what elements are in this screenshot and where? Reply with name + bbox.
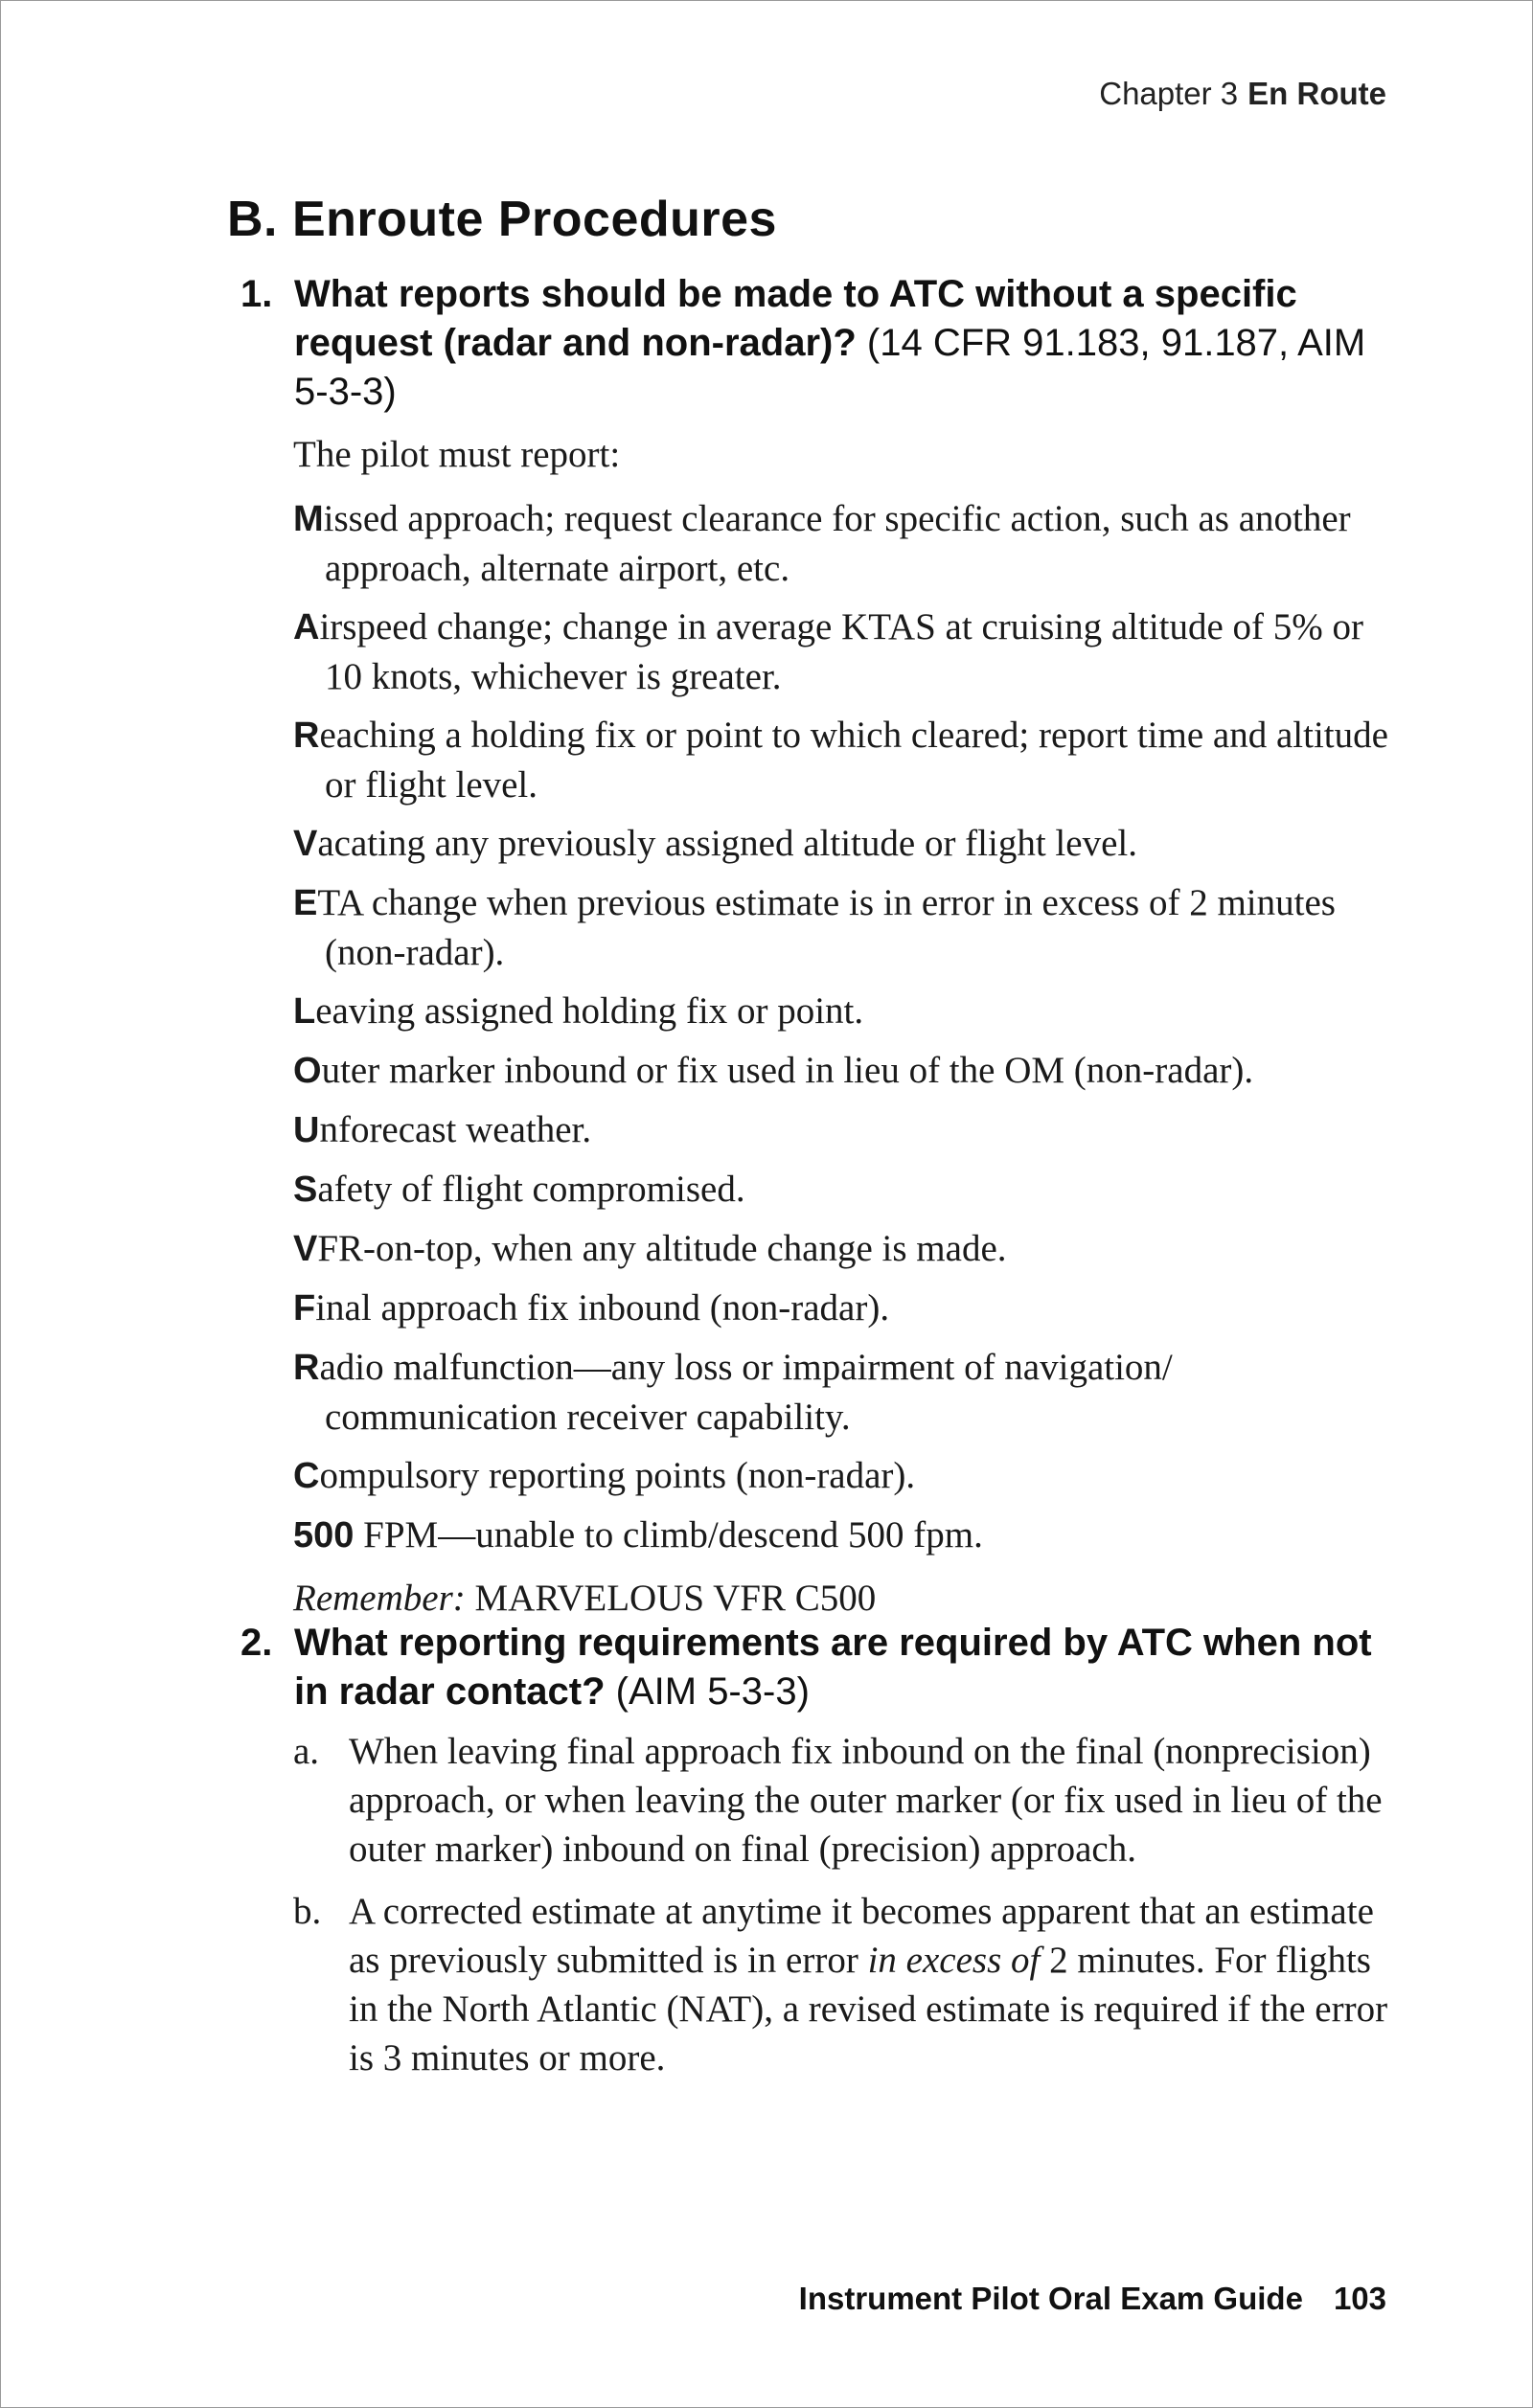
- question-bold: What reporting requirements are required by ATC when not in radar contact?: [294, 1622, 1372, 1713]
- question-reference: (14 CFR 91.183, 91.187, AIM 5-3-3): [294, 322, 1366, 413]
- mnemonic-letter: 500: [293, 1515, 355, 1556]
- mnemonic-item: [293, 602, 1395, 701]
- question-number: 1.: [240, 273, 273, 315]
- question-number: 2.: [240, 1622, 273, 1664]
- sub-item-text-cont: 2 minutes. For flights in the North Atlantic (NAT), a revised estimate is required if the error is 3 minutes or more.: [349, 1940, 1388, 2079]
- mnemonic-item: [293, 1284, 1395, 1333]
- sub-item-text: A corrected estimate at anytime it becomes apparent that an estimate as previously submitted is in error: [349, 1891, 1374, 1981]
- mnemonic-text: eaving assigned holding fix or point.: [315, 990, 864, 1032]
- mnemonic-item: [293, 1105, 1395, 1155]
- section-title: B. Enroute Procedures: [227, 192, 777, 247]
- remember-label: Remember:: [293, 1578, 466, 1619]
- question-text: [294, 1619, 1390, 1716]
- running-footer: [799, 2281, 1386, 2317]
- page-number: 103: [1333, 2281, 1386, 2316]
- chapter-label: Chapter 3: [1099, 76, 1239, 111]
- mnemonic-item: [293, 1165, 1395, 1215]
- question-text: [294, 270, 1390, 417]
- answer-intro: The pilot must report:: [293, 434, 621, 475]
- remember-line: [293, 1574, 1395, 1623]
- mnemonic-item: [293, 494, 1395, 593]
- mnemonic-text: FR-on-top, when any altitude change is made.: [317, 1228, 1007, 1269]
- question-2: [240, 1619, 1390, 1716]
- mnemonic-text: adio malfunction—any loss or impairment of navigation/ communication receiver capability.: [319, 1347, 1173, 1438]
- mnemonic-letter: V: [293, 1229, 318, 1269]
- mnemonic-letter: O: [293, 1051, 322, 1091]
- mnemonic-letter: M: [293, 499, 324, 539]
- mnemonic-item: [293, 1343, 1395, 1442]
- question-reference: (AIM 5-3-3): [615, 1670, 810, 1713]
- question-bold: What reports should be made to ATC without a specific request (radar and non-radar)?: [294, 273, 1297, 364]
- mnemonic-letter: R: [293, 1348, 320, 1388]
- mnemonic-text: nforecast weather.: [319, 1109, 592, 1150]
- mnemonic-letter: E: [293, 883, 318, 923]
- mnemonic-letter: S: [293, 1170, 318, 1210]
- sub-item-text: When leaving final approach fix inbound on the final (nonprecision) approach, or when leaving the outer marker (or fix used in lieu of the outer marker) inbound on final (precision) approach.: [349, 1731, 1383, 1870]
- mnemonic-item: [293, 1046, 1395, 1096]
- mnemonic-letter: L: [293, 991, 316, 1032]
- mnemonic-letter: F: [293, 1288, 316, 1329]
- mnemonic-item: [293, 987, 1395, 1036]
- mnemonic-item: [293, 1511, 1395, 1560]
- chapter-title: En Route: [1247, 76, 1386, 111]
- mnemonic-text: TA change when previous estimate is in error in excess of 2 minutes (non-radar).: [317, 882, 1336, 973]
- mnemonic-item: [293, 1451, 1395, 1501]
- answer-2: [293, 1727, 1395, 2096]
- mnemonic-text: afety of flight compromised.: [317, 1169, 745, 1210]
- mnemonic-text: acating any previously assigned altitude or flight level.: [317, 823, 1137, 864]
- sub-item-a: [293, 1727, 1395, 1874]
- mnemonic-text: issed approach; request clearance for specific action, such as another approach, alternate airport, etc.: [323, 498, 1351, 589]
- mnemonic-item: [293, 819, 1395, 869]
- answer-1: [293, 431, 1395, 1660]
- mnemonic-item: [293, 878, 1395, 977]
- mnemonic-item: [293, 1224, 1395, 1274]
- mnemonic-text: inal approach fix inbound (non-radar).: [315, 1287, 890, 1329]
- mnemonic-text: FPM—unable to climb/descend 500 fpm.: [354, 1514, 983, 1556]
- mnemonic-text: irspeed change; change in average KTAS at cruising altitude of 5% or 10 knots, whichever is greater.: [319, 606, 1364, 697]
- sub-item-letter: a.: [293, 1731, 320, 1772]
- mnemonic-text: uter marker inbound or fix used in lieu of the OM (non-radar).: [321, 1050, 1254, 1091]
- mnemonic-item: [293, 711, 1395, 809]
- mnemonic-text: eaching a holding fix or point to which cleared; report time and altitude or flight level.: [319, 715, 1388, 806]
- remember-text: MARVELOUS VFR C500: [474, 1578, 877, 1619]
- mnemonic-letter: A: [293, 607, 320, 647]
- book-title: Instrument Pilot Oral Exam Guide: [798, 2281, 1303, 2316]
- mnemonic-letter: V: [293, 824, 318, 864]
- mnemonic-text: ompulsory reporting points (non-radar).: [319, 1455, 916, 1496]
- mnemonic-letter: R: [293, 716, 320, 756]
- sub-item-letter: b.: [293, 1891, 322, 1932]
- mnemonic-letter: C: [293, 1456, 320, 1496]
- sub-item-italic: in excess of: [867, 1940, 1041, 1981]
- question-1: [240, 270, 1390, 417]
- running-header: [1099, 76, 1386, 112]
- mnemonic-letter: U: [293, 1110, 320, 1150]
- sub-item-b: [293, 1887, 1395, 2082]
